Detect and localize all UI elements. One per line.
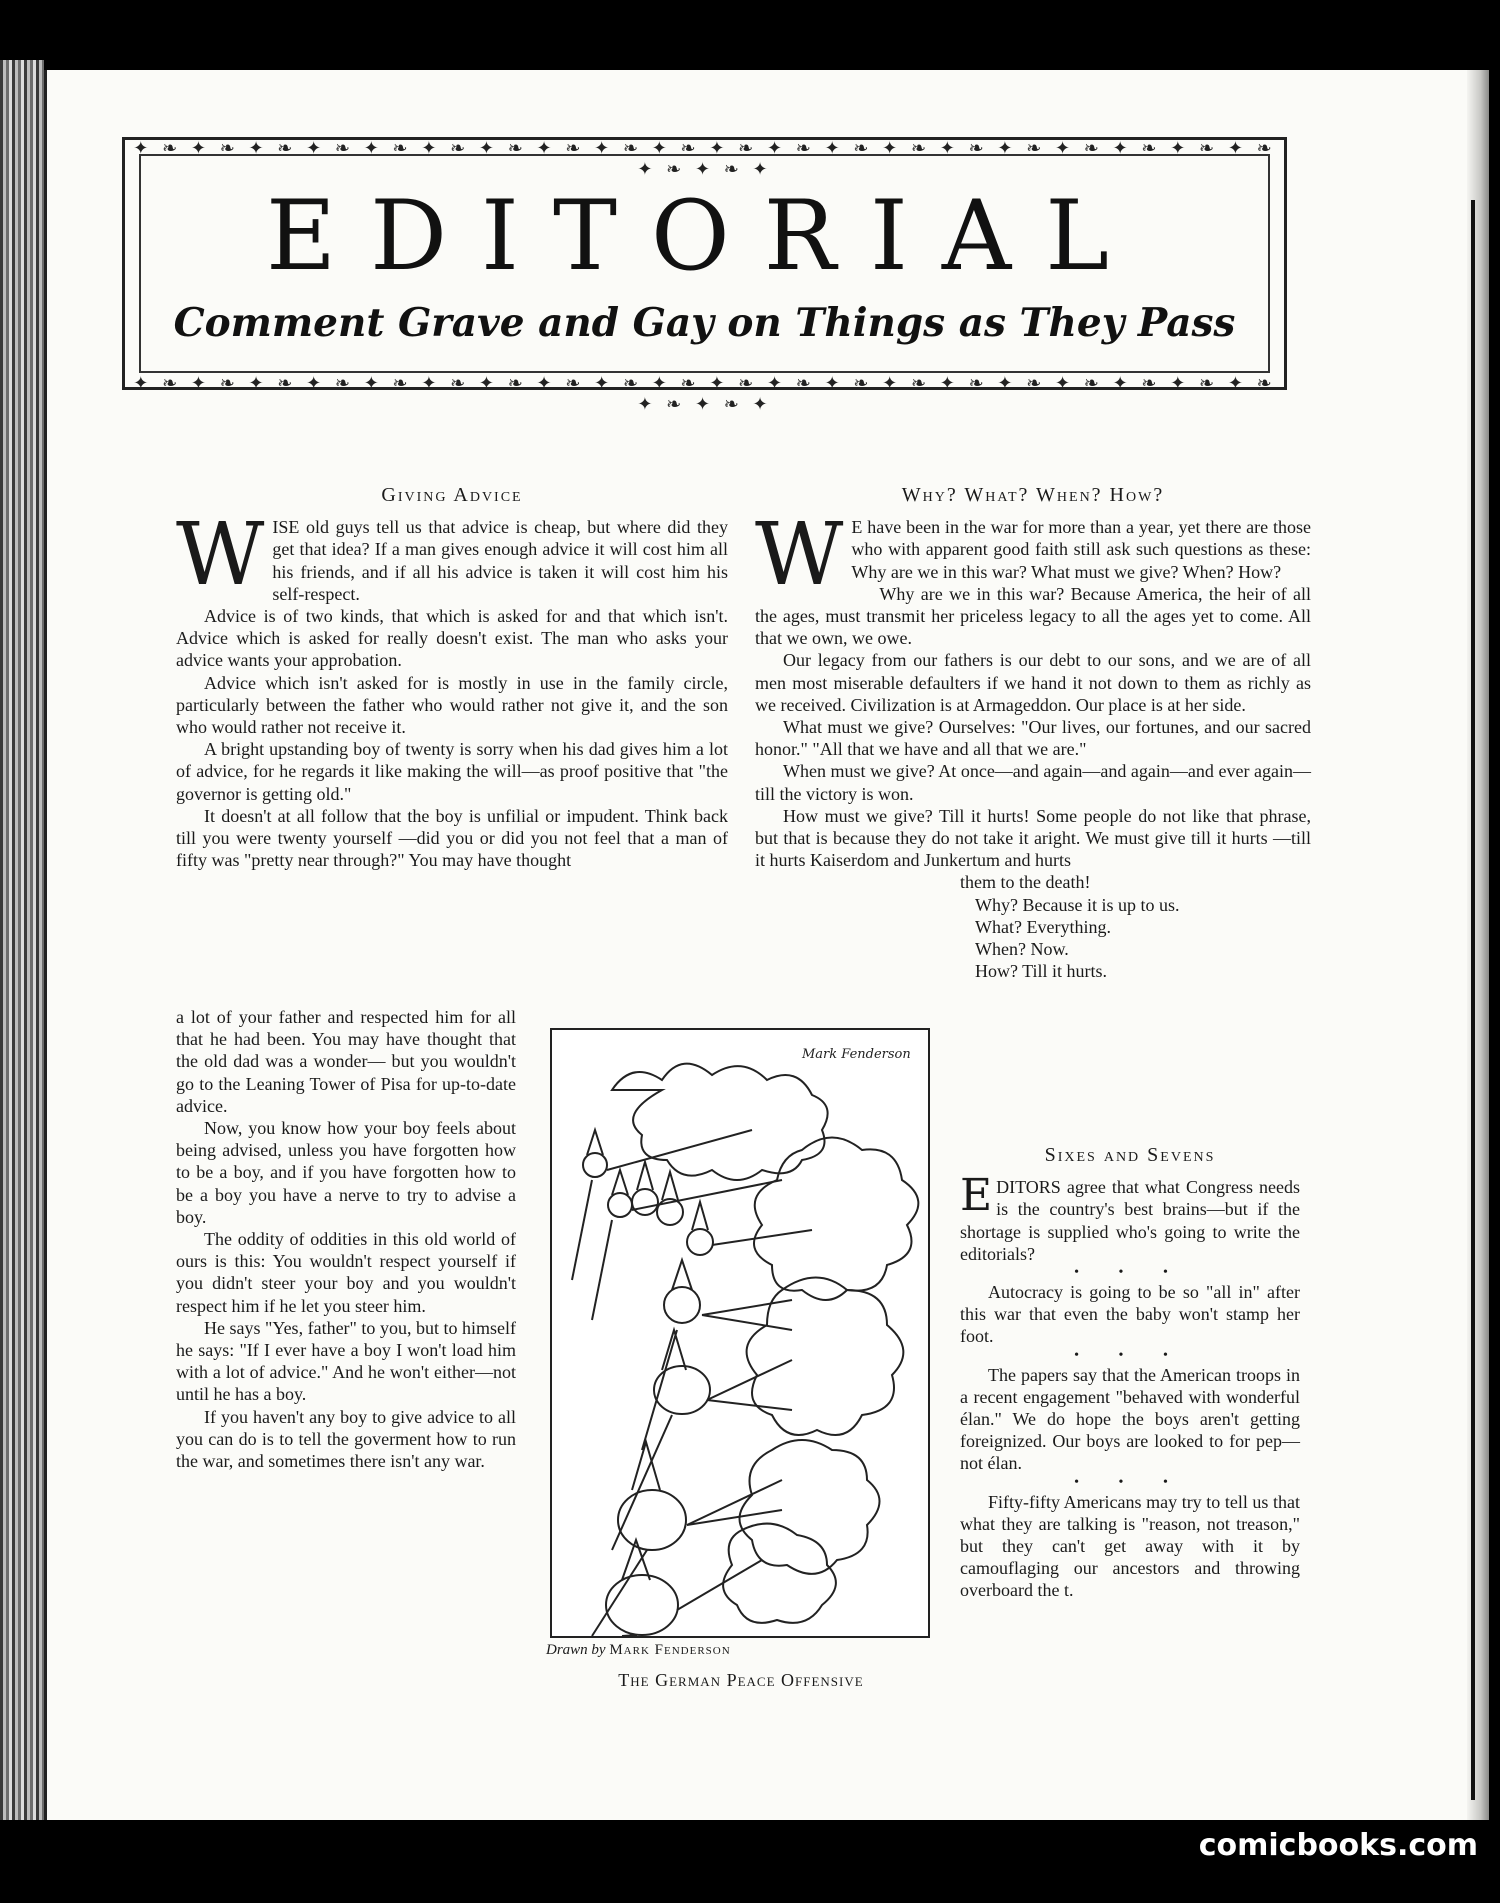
why-what-line-1: Why? Because it is up to us.	[975, 894, 1180, 915]
giving-advice-paragraph-7: The oddity of oddities in this old world of ours is this: You wouldn't respect yourself if you didn't steer your boy and you wouldn't respect him if he let you steer him.	[176, 1229, 516, 1316]
masthead-subtitle: Comment Grave and Gay on Things as They Pass	[173, 300, 1236, 346]
why-what-paragraph-3: Our legacy from our fathers is our debt to our sons, and we are of all men most miserable defaulters if we hand it not down to them as richly as we received. Civilization is at Armageddon. Our place is at her side.	[755, 650, 1311, 715]
why-what-line-4: How? Till it hurts.	[975, 961, 1108, 982]
masthead-title: EDITORIAL	[266, 180, 1143, 292]
giving-advice-heading: Giving Advice	[381, 484, 523, 506]
credit-name: Mark Fenderson	[609, 1642, 731, 1658]
giving-advice-paragraph-5: It doesn't at all follow that the boy is unfilial or impudent. Think back till you were twenty yourself —did you or did you not feel that a man of fifty was "pretty near through?" You may have thought	[176, 805, 728, 871]
sixes-sevens-column	[960, 1144, 1300, 1602]
why-what-line-3: When? Now.	[975, 939, 1069, 960]
separator-dots: • • •	[1074, 1474, 1186, 1490]
why-what-paragraph-5: When must we give? At once—and again—and again—and ever again—till the victory is won.	[755, 761, 1311, 804]
paragraph-text: DITORS agree that what Congress needs is the country's best brains—but if the shortage is supplied who's going to write the editorials?	[960, 1177, 1300, 1264]
giving-advice-paragraph-9: If you haven't any boy to give advice to all you can do is to tell the goverment how to run the war, and sometimes there isn't any war.	[176, 1406, 516, 1472]
ornament-top: ✦ ❧ ✦ ❧ ✦ ❧ ✦ ❧ ✦ ❧ ✦ ❧ ✦ ❧ ✦ ❧ ✦ ❧ ✦ ❧ ✦ ❧ ✦ ❧ ✦ ❧ ✦ ❧ ✦ ❧ ✦ ❧ ✦ ❧ ✦ ❧ ✦ ❧ ✦ ❧ ✦ ❧ ✦ ❧ ✦	[133, 138, 1276, 180]
giving-advice-paragraph-6: Now, you know how your boy feels about being advised, unless you have forgotten how to be a boy, and if you have forgotten how to be a boy you have a nerve to try to advise a boy.	[176, 1118, 516, 1227]
why-what-heading: Why? What? When? How?	[901, 484, 1165, 506]
giving-advice-paragraph-5-continued: a lot of your father and respected him for all that he had been. You may have thought that the old dad was a wonder— but you wouldn't go to the Leaning Tower of Pisa for up-to-date advice.	[176, 1007, 516, 1116]
why-what-paragraph-2: Why are we in this war? Because America, the heir of all the ages, must transmit her priceless legacy to all the ages yet to come. All that we own, we owe.	[755, 583, 1311, 649]
giving-advice-paragraph-4: A bright upstanding boy of twenty is sorry when his dad gives him a lot of advice, for he regards it like making the will—as proof positive that "the governor is getting old."	[176, 739, 728, 804]
why-what-paragraph-4: What must we give? Ourselves: "Our lives, our fortunes, and our sacred honor." "All that we have and all that we are."	[755, 717, 1311, 760]
why-what-line-2: What? Everything.	[975, 916, 1111, 937]
cartoon-caption: The German Peace Offensive	[618, 1670, 864, 1690]
separator-dots: • • •	[1074, 1347, 1186, 1363]
dropcap: E	[960, 1170, 993, 1222]
dropcap: W	[755, 505, 844, 606]
dropcap: W	[176, 505, 265, 606]
site-watermark: comicbooks.com	[1198, 1828, 1478, 1863]
giving-advice-paragraph-2: Advice is of two kinds, that which is asked for and that which isn't. Advice which is asked for really doesn't exist. The man who asks your advice wants your approbation.	[176, 606, 728, 671]
cartoon-credit	[546, 1642, 936, 1659]
sixes-sevens-paragraph-2: Autocracy is going to be so "all in" after this war that even the baby won't stamp her foot.	[960, 1282, 1300, 1347]
giving-advice-column-continued	[176, 1006, 516, 1472]
giving-advice-paragraph-3: Advice which isn't asked for is mostly in use in the family circle, particularly between the father who would rather not give it, and the son who would rather not receive it.	[176, 672, 728, 738]
giving-advice-paragraph-8: He says "Yes, father" to you, but to himself he says: "If I ever have a boy I won't load him with a lot of advice." And he won't either—not until he has a boy.	[176, 1317, 516, 1405]
separator-dots: • • •	[1074, 1265, 1186, 1281]
paragraph-text: ISE old guys tell us that advice is cheap, but where did they get that idea? If a man gives enough advice it will cost him all his friends, and if all his advice is taken it will cost him his self-respect.	[272, 517, 728, 604]
page-stack-edge	[0, 60, 44, 1820]
why-what-paragraph-6: How must we give? Till it hurts! Some people do not like that phrase, but that is because they do not take it aright. We must give till it hurts —till it hurts Kaiserdom and Junkertum and hurts	[755, 805, 1311, 871]
spine-line	[1471, 200, 1475, 1800]
sixes-sevens-paragraph-1	[960, 1170, 1300, 1265]
sixes-sevens-paragraph-4: Fifty-fifty Americans may try to tell us that what they are talking is "reason, not treason," but they can't get away with it by camouflaging our ancestors and throwing overboard the t.	[960, 1491, 1300, 1601]
why-what-column	[755, 484, 1311, 982]
sixes-sevens-heading: Sixes and Sevens	[1044, 1144, 1216, 1166]
editorial-header-box	[122, 137, 1287, 415]
ornament-bottom: ✦ ❧ ✦ ❧ ✦ ❧ ✦ ❧ ✦ ❧ ✦ ❧ ✦ ❧ ✦ ❧ ✦ ❧ ✦ ❧ ✦ ❧ ✦ ❧ ✦ ❧ ✦ ❧ ✦ ❧ ✦ ❧ ✦ ❧ ✦ ❧ ✦ ❧ ✦ ❧ ✦ ❧ ✦ ❧ ✦	[133, 373, 1276, 415]
artist-signature: Mark Fenderson	[802, 1047, 911, 1062]
sixes-sevens-paragraph-3: The papers say that the American troops in a recent engagement "behaved with wonderful élan." We do hope the boys aren't getting foreignized. Our boys are looked to for pep—not élan.	[960, 1364, 1300, 1474]
cartoon-illustration	[550, 1028, 930, 1638]
giving-advice-column	[176, 484, 728, 871]
why-what-paragraph-1	[755, 505, 1311, 606]
why-what-paragraph-6-continued: them to the death!	[960, 872, 1091, 893]
credit-prefix: Drawn by	[546, 1642, 606, 1658]
giving-advice-paragraph-1	[176, 505, 728, 606]
cartoon-drawing	[552, 1030, 928, 1636]
paragraph-text: E have been in the war for more than a year, yet there are those who with apparent good faith still ask such questions as these: Why are we in this war? What must we give? When? How?	[851, 517, 1311, 582]
